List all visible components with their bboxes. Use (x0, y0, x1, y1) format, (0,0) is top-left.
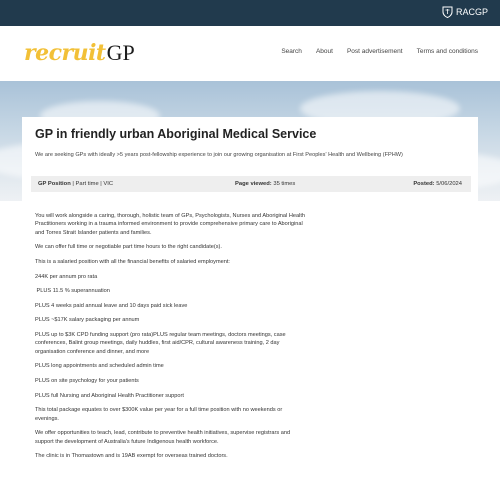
logo-recruit-text: recruit (24, 40, 106, 66)
job-title: GP in friendly urban Aboriginal Medical Service (35, 127, 317, 141)
racgp-label: RACGP (455, 7, 488, 17)
description-paragraph: We offer opportunities to teach, lead, contribute to preventive health initiatives, supervise registrars and support the development of Australia's future Indigenous health workforce. (35, 430, 291, 445)
racgp-brand-link[interactable] (442, 6, 488, 18)
description-paragraph: PLUS ~$17K salary packaging per annum (35, 317, 140, 324)
job-position-meta (38, 181, 113, 187)
description-paragraph: You will work alongside a caring, thorough, holistic team of GPs, Psychologists, Nurses and Aboriginal Health Practitioners working in a trauma informed environment to provide comprehensive primary care to Aboriginal and Torres Strait Islander patients and families. (35, 213, 305, 236)
job-description (35, 212, 305, 467)
top-bar (0, 0, 500, 26)
description-paragraph: PLUS 11.5 % superannuation (35, 288, 110, 295)
posted-value: 5/06/2024 (436, 181, 462, 187)
description-paragraph: The clinic is in Thomastown and is 19AB exempt for overseas trained doctors. (35, 453, 228, 460)
description-paragraph: PLUS long appointments and scheduled admin time (35, 363, 164, 370)
viewed-value: 35 times (273, 181, 296, 187)
racgp-crest-icon (442, 6, 453, 18)
page-viewed-meta (235, 181, 295, 187)
logo-gp-text: GP (106, 40, 135, 65)
posted-date-meta (413, 181, 462, 187)
recruitgp-logo[interactable] (24, 40, 135, 66)
description-paragraph: PLUS 4 weeks paid annual leave and 10 days paid sick leave (35, 302, 188, 309)
position-label: GP Position (38, 181, 71, 187)
main-nav (281, 48, 478, 55)
job-intro: We are seeking GPs with ideally >5 years post-fellowship experience to join our growing organisation at First Peoples' Health and Wellbeing (FPHW) (35, 152, 403, 158)
nav-about-link[interactable]: About (315, 48, 333, 55)
description-paragraph: PLUS on site psychology for your patients (35, 377, 139, 384)
description-paragraph: This is a salaried position with all the financial benefits of salaried employment: (35, 259, 230, 265)
job-meta-bar (31, 176, 471, 192)
job-card (22, 117, 478, 500)
nav-post-advertisement-link[interactable]: Post advertisement (346, 48, 403, 55)
position-value: | Part time | VIC (72, 181, 114, 187)
description-paragraph: 244K per annum pro rata (35, 273, 98, 280)
posted-label: Posted: (413, 181, 435, 187)
description-paragraph: We can offer full time or negotiable part time hours to the right candidate(s). (35, 244, 222, 251)
viewed-label: Page viewed: (235, 181, 272, 187)
description-paragraph: PLUS up to $3K CPD funding support (pro rata)PLUS regular team meetings, doctors meetings, case conferences, Balint group meetings, daily huddles, first aid/CPR, cultural awareness training, 2 day organisation conference and dinner, and more (35, 331, 286, 355)
site-header (0, 26, 500, 81)
nav-search-link[interactable]: Search (281, 48, 302, 55)
description-paragraph: This total package equates to over $300K value per year for a full time position with no weekends or evenings. (35, 407, 283, 422)
nav-terms-link[interactable]: Terms and conditions (416, 48, 478, 55)
description-paragraph: PLUS full Nursing and Aboriginal Health Practitioner support (35, 392, 184, 399)
